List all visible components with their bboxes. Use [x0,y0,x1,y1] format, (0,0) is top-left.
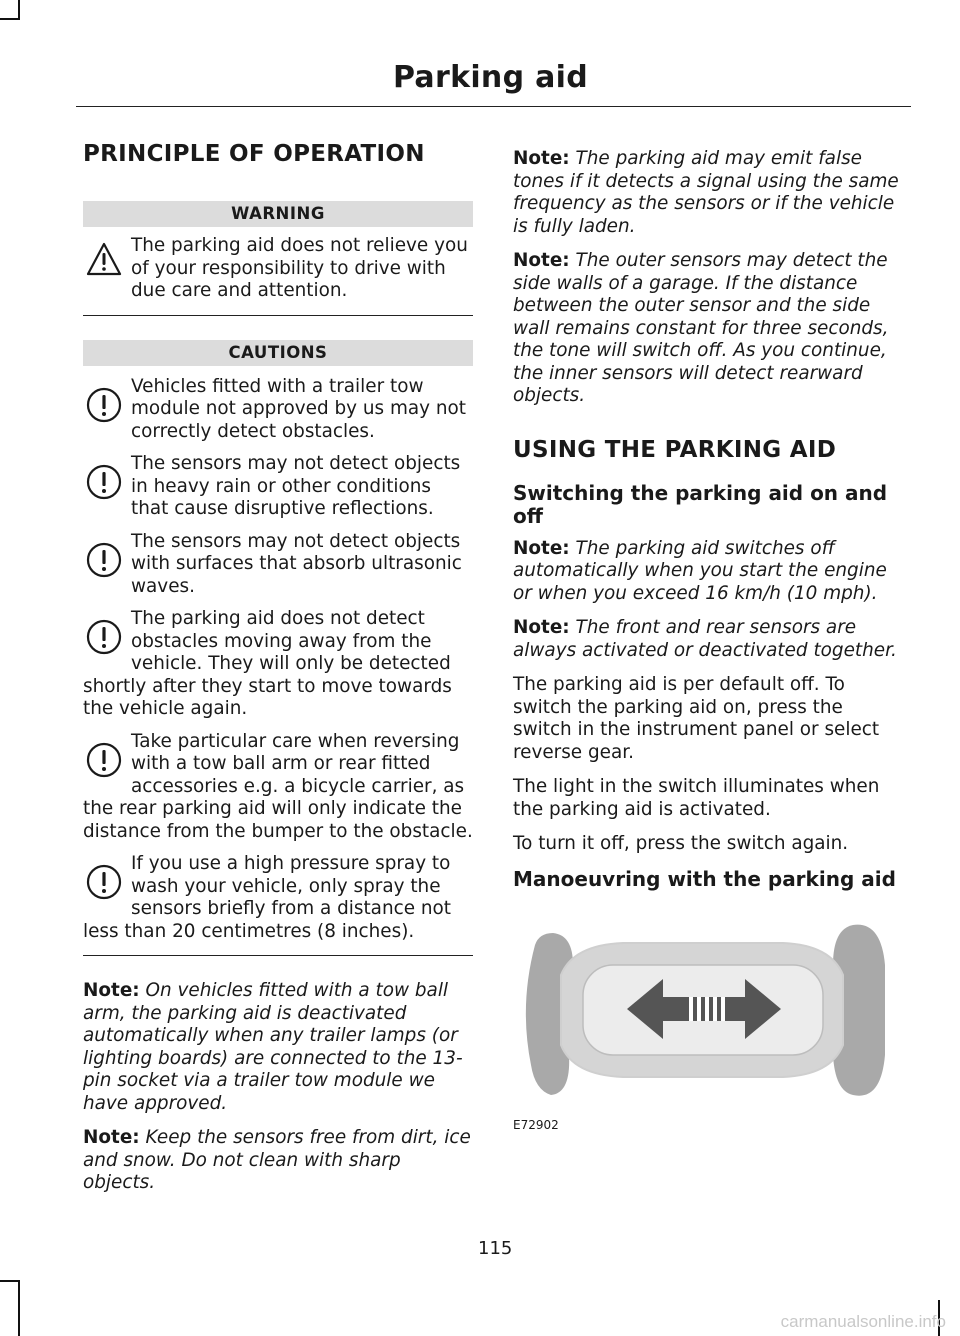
note-text: The outer sensors may detect the side walls of a garage. If the distance between the outer sensor and the side wall remains constant for three seconds, the tone will switch off. As you continue, the inner sensors will detect rearward objects. [513,250,889,406]
parking-aid-figure [513,905,903,1145]
switching-paragraphs [513,674,903,856]
warning-triangle-icon [85,241,123,279]
header-rule [76,106,911,107]
caution-item [83,453,473,521]
note-label: Note: [513,537,570,559]
right-column [513,148,903,1145]
caution-icon [85,863,123,901]
crop-mark [0,1280,20,1282]
watermark: carmanualsonline.info [780,1312,946,1331]
page-number: 115 [478,1238,513,1259]
note [513,148,903,238]
note-label: Note: [83,980,140,1001]
parking-aid-diagram-icon [513,905,903,1115]
note-text: The parking aid switches off automatically when you start the engine or when you exceed 16 km/h (10 mph). [513,537,887,604]
paragraph: The light in the switch illuminates when the parking aid is activated. [513,776,880,820]
caution-text: The sensors may not detect objects with surfaces that absorb ultrasonic waves. [131,530,462,597]
page-title: Parking aid [392,60,588,95]
warning-text: The parking aid does not relieve you of your responsibility to drive with due care and attention. [131,235,468,301]
figure-code: E72902 [513,1118,559,1132]
subheading-manoeuvring: Manoeuvring with the parking aid [513,866,896,891]
crop-mark [0,18,20,20]
left-column [83,140,473,1195]
caution-text: The parking aid does not detect obstacles moving away from the vehicle. They will only be detected shortly after they start to move towards the vehicle again. [83,608,452,719]
left-notes [83,980,473,1195]
paragraph: The parking aid is per default off. To switch the parking aid on, press the switch in the instrument panel or select reverse gear. [513,674,880,763]
note-text: The front and rear sensors are always activated or deactivated together. [513,617,897,661]
section-heading: PRINCIPLE OF OPERATION [83,141,425,167]
caution-text: Vehicles fitted with a trailer tow module not approved by us may not correctly detect obstacles. [131,375,466,442]
note-label: Note: [513,250,570,271]
subheading-switching: Switching the parking aid on and off [513,480,888,528]
note [83,1127,473,1195]
section-heading-using: USING THE PARKING AID [513,436,837,463]
caution-icon [85,386,123,424]
note-label: Note: [513,617,570,638]
cautions-list [83,376,473,944]
caution-icon [85,618,123,656]
note-text: The parking aid may emit false tones if it detects a signal using the same frequency as the sensors or if the vehicle is fully laden. [513,148,899,237]
crop-mark [18,1280,20,1336]
caution-icon [85,741,123,779]
warning-band: WARNING [83,201,473,227]
note-label: Note: [83,1127,140,1148]
caution-item [83,853,473,943]
caution-item [83,376,473,444]
caution-item [83,731,473,844]
note [513,617,903,662]
note [513,250,903,408]
caution-text: The sensors may not detect objects in heavy rain or other conditions that cause disruptive reflections. [131,453,461,519]
caution-text: If you use a high pressure spray to wash your vehicle, only spray the sensors briefly from a distance not less than 20 centimetres (8 inches). [83,853,451,942]
caution-item [83,531,473,599]
switching-notes [513,538,903,663]
note-text: On vehicles fitted with a tow ball arm, the parking aid is deactivated automatically when any trailer lamps (or lighting boards) are connected to the 13-pin socket via a trailer tow module we have approved. [83,980,463,1114]
note [513,538,903,606]
paragraph: To turn it off, press the switch again. [513,833,849,854]
caution-item [83,608,473,721]
cautions-band: CAUTIONS [83,340,473,366]
caution-text: Take particular care when reversing with a tow ball arm or rear fitted accessories e.g. a bicycle carrier, as the rear parking aid will only indicate the distance from the bumper to the obstacle. [83,730,473,842]
right-top-notes [513,148,903,408]
note-text: Keep the sensors free from dirt, ice and snow. Do not clean with sharp objects. [83,1127,471,1193]
note [83,980,473,1115]
note-label: Note: [513,148,570,169]
crop-mark [18,0,20,20]
caution-icon [85,463,123,501]
warning-item [83,235,473,303]
caution-icon [85,541,123,579]
